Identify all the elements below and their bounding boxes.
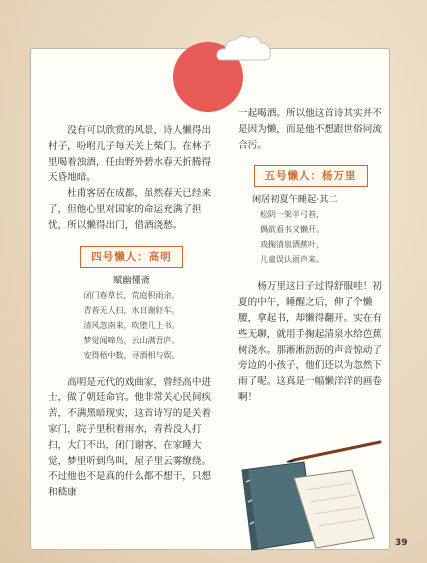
paragraph: 高明是元代的戏曲家，曾经高中进士，做了朝廷命官。他非常关心民间疾苦，不满黑暗现实，这首诗写的是关着家门，院子里积着雨水，青苔没人打扫，大门不出，闭门谢客，在家睡大觉，梦里听到鸟叫，屋子里云雾缭绕。不过他也不是真的什么都不想干，只想和嵇康 — [48, 376, 212, 499]
paragraph: 一起喝酒。所以他这首诗其实并不是因为懒，而是他不想跟世俗同流合污。 — [238, 108, 382, 151]
poem-line: 梦觉闻啼鸟，云山满吾庐。 — [83, 335, 180, 345]
poem-line: 安得梧中数，寻酒相与娱。 — [83, 350, 180, 360]
poem-line: 青苔无人扫，水日谢轩车。 — [83, 305, 180, 315]
paragraph: 杨万里这日子过得舒服哇！初夏的中午，睡醒之后，伸了个懒腰，拿起书，却懒得翻开。实在有些无聊，就用手掬起清泉水给芭蕉树浇水。那淅淅沥沥的声音惊动了旁边的小孩子，他们还以为忽然下雨了呢。这真是一幅懒洋洋的画卷啊！ — [238, 281, 382, 403]
poem-title: 赋幽懂斋 — [113, 274, 150, 286]
poem-line: 儿童误认雨声来。 — [260, 255, 324, 265]
poem-line: 偶欲看书又懒开。 — [260, 225, 324, 235]
right-column — [238, 106, 383, 406]
poem-line: 松阴一架半弓苔， — [260, 210, 324, 220]
section-heading: 四号懒人：高明 — [80, 246, 183, 268]
cloud-icon — [214, 30, 274, 66]
poem-line: 清风忽南来，吹堕几上书。 — [83, 320, 180, 330]
books-brush-icon — [234, 430, 384, 555]
paragraph: 没有可以欣赏的风景，诗人懒得出村子，吩咐儿子每天关上柴门。在林子里喝着浊酒，任由野外碧水春天折腾得天昏地暗。 — [48, 125, 212, 184]
poem-line: 闭门春草长，荒庭积雨余。 — [83, 290, 180, 300]
paragraph: 杜甫客居在成都，虽然春天已经来了，但他心里对国家的命运充满了担忧，所以懒得出门，借酒浇愁。 — [48, 188, 212, 231]
page-number: 39 — [395, 538, 408, 548]
poem-line: 戏掬清泉洒蕉叶， — [260, 240, 324, 250]
poem-title: 闲居初夏午睡起·其二 — [252, 194, 338, 206]
left-column — [48, 123, 215, 501]
section-heading: 五号懒人：杨万里 — [254, 165, 368, 187]
